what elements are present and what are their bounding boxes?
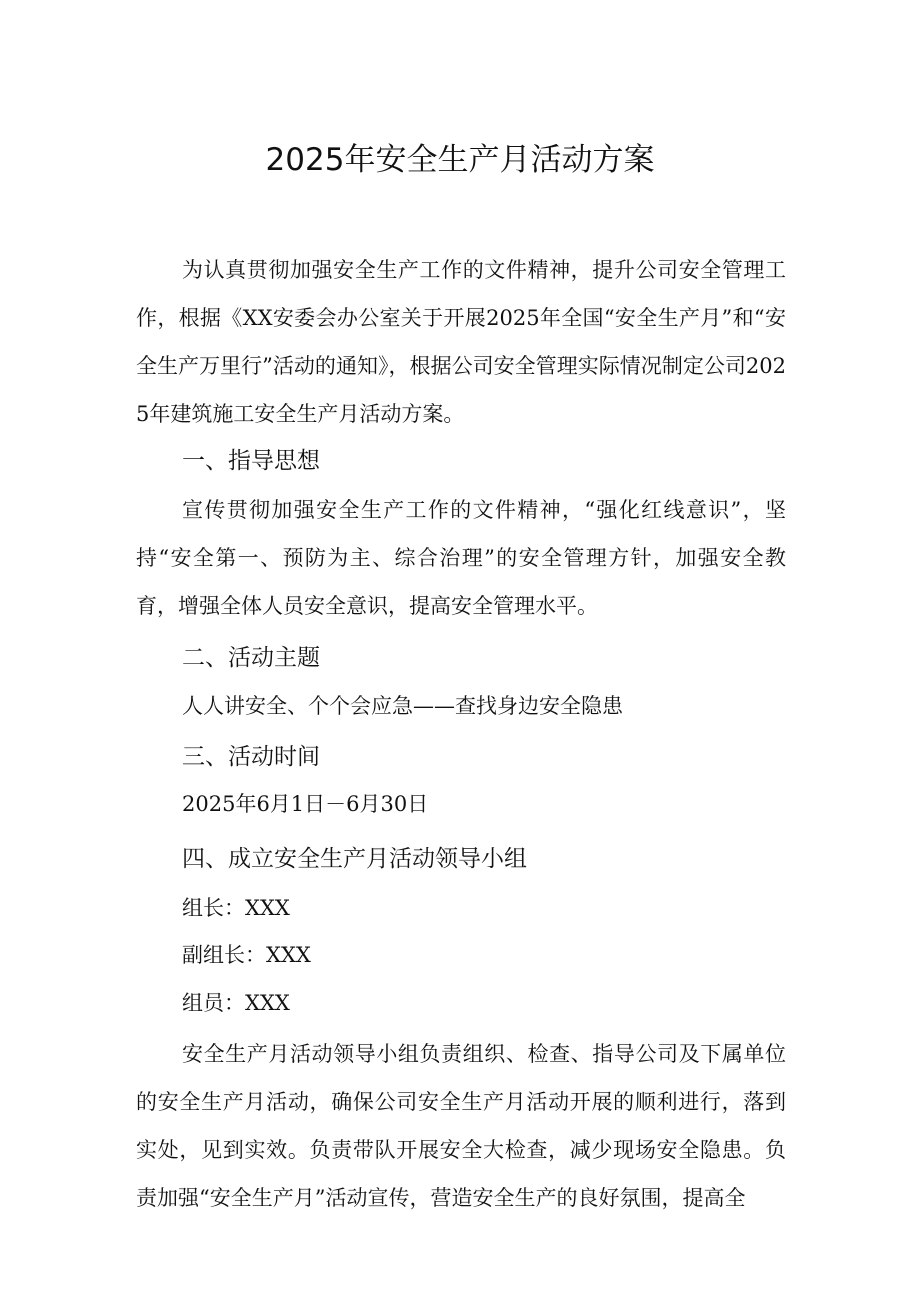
document-title: 2025年安全生产月活动方案 [265, 142, 655, 178]
section-heading-activity-time: 三、活动时间 [182, 744, 320, 770]
section-body-leadership-group: 安全生产月活动领导小组负责组织、检查、指导公司及下属单位的安全生产月活动，确保公司安全生产月活动开展的顺利进行，落到实处，见到实效。负责带队开展安全大检查，减少现场安全隐患。负责加强“安全生产月”活动宣传，营造安全生产的良好氛围，提高全 [136, 1042, 786, 1210]
section-body-activity-time: 2025年6月1日－6月30日 [182, 792, 429, 816]
section-body-activity-theme: 人人讲安全、个个会应急——查找身边安全隐患 [182, 694, 623, 718]
section-body-guiding-ideology: 宣传贯彻加强安全生产工作的文件精神，“强化红线意识”，坚持“安全第一、预防为主、综合治理”的安全管理方针，加强安全教育，增强全体人员安全意识，提高安全管理水平。 [136, 498, 786, 618]
intro-paragraph: 为认真贯彻加强安全生产工作的文件精神，提升公司安全管理工作，根据《XX安委会办公室关于开展2025年全国“安全生产月”和“安全生产万里行”活动的通知》，根据公司安全管理实际情况制定公司2025年建筑施工安全生产月活动方案。 [136, 258, 786, 426]
members-line: 组员：XXX [182, 991, 290, 1015]
section-heading-activity-theme: 二、活动主题 [182, 645, 320, 671]
leader-line: 组长：XXX [182, 896, 290, 920]
section-heading-guiding-ideology: 一、指导思想 [182, 448, 320, 474]
section-heading-leadership-group: 四、成立安全生产月活动领导小组 [182, 846, 527, 872]
deputy-leader-line: 副组长：XXX [182, 943, 311, 967]
